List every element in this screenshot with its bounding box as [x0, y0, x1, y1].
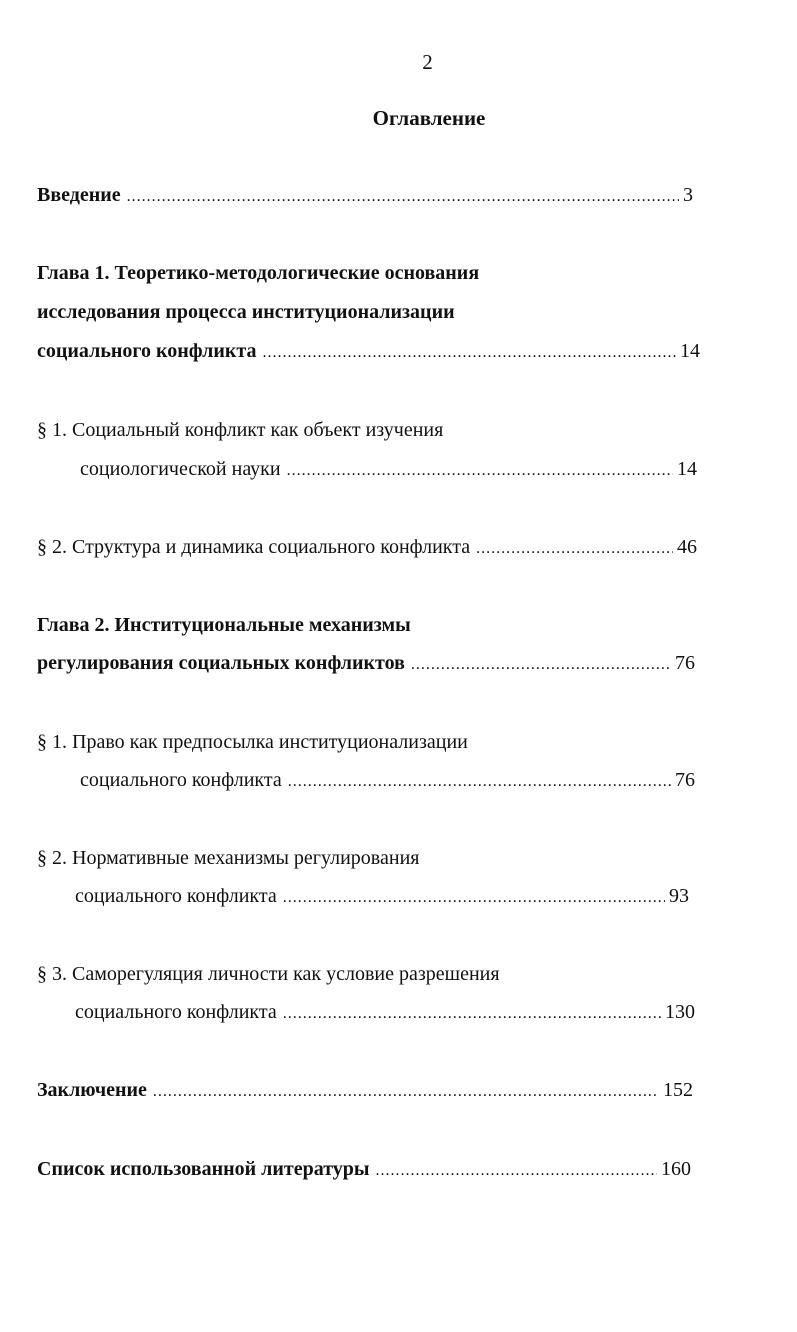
leader-dots	[476, 536, 673, 562]
toc-entry-chapter2[interactable]	[37, 650, 695, 678]
leader-dots	[376, 1158, 658, 1184]
leader-dots	[287, 458, 673, 484]
chapter1-title-line1: Глава 1. Теоретико-методологические основания	[37, 262, 480, 284]
toc-entry-introduction[interactable]	[37, 182, 693, 210]
toc-entry-chapter1-section1[interactable]	[80, 456, 697, 484]
toc-entry-label: социологической науки	[80, 458, 281, 480]
chapter2-section3-line1: § 3. Саморегуляция личности как условие разрешения	[37, 963, 500, 985]
toc-entry-chapter1-section2[interactable]	[37, 534, 697, 562]
chapter1-title-line2: исследования процесса институционализации	[37, 301, 455, 323]
leader-dots	[262, 340, 676, 366]
toc-entry-label: § 2. Структура и динамика социального конфликта	[37, 536, 471, 558]
toc-entry-page: 160	[661, 1158, 691, 1180]
leader-dots	[283, 885, 665, 911]
leader-dots	[127, 184, 679, 210]
toc-entry-page: 130	[665, 1001, 695, 1023]
chapter1-section1-line1: § 1. Социальный конфликт как объект изучения	[37, 419, 444, 441]
chapter2-section2-line1: § 2. Нормативные механизмы регулирования	[37, 847, 420, 869]
toc-entry-chapter2-section3[interactable]	[75, 999, 695, 1027]
toc-entry-label: социального конфликта	[75, 1001, 277, 1023]
leader-dots	[288, 769, 671, 795]
toc-entry-label: социального конфликта	[37, 340, 257, 362]
toc-entry-chapter2-section1[interactable]	[80, 767, 695, 795]
chapter2-title-line1: Глава 2. Институциональные механизмы	[37, 614, 411, 636]
toc-entry-page: 3	[683, 184, 693, 206]
toc-entry-page: 46	[677, 536, 697, 558]
toc-entry-page: 76	[675, 769, 695, 791]
page-number: 2	[422, 50, 433, 74]
toc-entry-page: 14	[680, 340, 700, 362]
leader-dots	[411, 652, 671, 678]
toc-entry-label: Заключение	[37, 1079, 147, 1101]
toc-entry-label: Список использованной литературы	[37, 1158, 370, 1180]
toc-entry-page: 93	[669, 885, 689, 907]
leader-dots	[153, 1079, 659, 1105]
toc-entry-references[interactable]	[37, 1156, 691, 1184]
toc-entry-label: Введение	[37, 184, 121, 206]
toc-entry-page: 14	[677, 458, 697, 480]
toc-entry-label: социального конфликта	[80, 769, 282, 791]
toc-entry-label: социального конфликта	[75, 885, 277, 907]
toc-entry-chapter1[interactable]	[37, 338, 700, 366]
leader-dots	[283, 1001, 661, 1027]
toc-entry-page: 152	[663, 1079, 693, 1101]
toc-entry-conclusion[interactable]	[37, 1077, 693, 1105]
toc-entry-chapter2-section2[interactable]	[75, 883, 689, 911]
chapter2-section1-line1: § 1. Право как предпосылка институционализации	[37, 731, 468, 753]
toc-title: Оглавление	[372, 106, 486, 130]
toc-entry-label: регулирования социальных конфликтов	[37, 652, 405, 674]
toc-entry-page: 76	[675, 652, 695, 674]
